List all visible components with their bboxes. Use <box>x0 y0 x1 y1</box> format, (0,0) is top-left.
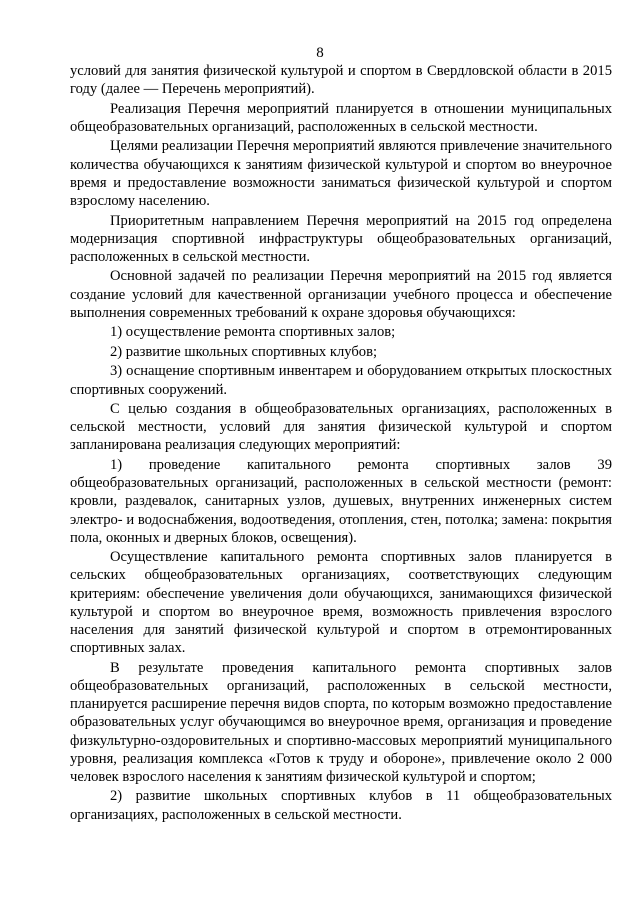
paragraph-goals: Целями реализации Перечня мероприятий являются привлечение значительного количества обучающихся к занятиям физической культурой и спортом во внеурочное время и предоставление возможности заниматься физической культурой и спортом взрослому населению. <box>70 138 612 210</box>
document-body <box>70 62 612 825</box>
list-item-2: 2) развитие школьных спортивных клубов; <box>110 343 378 360</box>
paragraph-results: В результате проведения капитального ремонта спортивных залов общеобразовательных организаций, расположенных в сельской местности, планируется расширение перечня видов спорта, по которым возможно предоставление образовательных услуг обучающимся во внеурочное время, организация и проведение физкультурно-оздоровительных и спортивно-массовых мероприятий муниципального уровня, реализация комплекса «Готов к труду и обороне», привлечение около 2 000 человек взрослого населения к занятиям физической культурой и спортом; <box>70 659 612 785</box>
paragraph-criteria: Осуществление капитального ремонта спортивных залов планируется в сельских общеобразовательных организациях, соответствующих следующим критериям: обеспечение увеличения доли обучающихся, занимающихся физической культурой и спортом во внеурочное время, возможность привлечения взрослого населения для занятий физической культурой и спортом в отремонтированных спортивных залах. <box>70 549 612 657</box>
paragraph-main-task: Основной задачей по реализации Перечня мероприятий на 2015 год является создание условий для качественной организации учебного процесса и обеспечение выполнения современных требований к охране здоровья обучающихся: <box>70 268 612 321</box>
list-item-1: 1) осуществление ремонта спортивных залов; <box>110 324 396 341</box>
list-item-3: 3) оснащение спортивным инвентарем и оборудованием открытых плоскостных спортивных сооружений. <box>70 363 612 398</box>
measure-item-1: 1) проведение капитального ремонта спортивных залов 39 общеобразовательных организаций, расположенных в сельской местности (ремонт: кровли, раздевалок, санитарных узлов, душевых, внутренних инженерных систем электро- и водоснабжения, водоотведения, отопления, стен, потолка; замена: покрытия пола, оконных и дверных блоков, освещения). <box>70 456 612 546</box>
paragraph-continuation: условий для занятия физической культурой и спортом в Свердловской области в 2015 году (далее — Перечень мероприятий). <box>70 63 612 98</box>
measure-item-2: 2) развитие школьных спортивных клубов в 11 общеобразовательных организациях, расположенных в сельской местности. <box>70 788 612 823</box>
paragraph-priority: Приоритетным направлением Перечня мероприятий на 2015 год определена модернизация спортивной инфраструктуры общеобразовательных организаций, расположенных в сельской местности. <box>70 212 612 265</box>
paragraph-scope: Реализация Перечня мероприятий планируется в отношении муниципальных общеобразовательных организаций, расположенных в сельской местности. <box>70 100 612 135</box>
paragraph-planned-measures: С целью создания в общеобразовательных организациях, расположенных в сельской местности, условий для занятия физической культурой и спортом запланирована реализация следующих мероприятий: <box>70 401 612 454</box>
page-number: 8 <box>316 45 324 61</box>
